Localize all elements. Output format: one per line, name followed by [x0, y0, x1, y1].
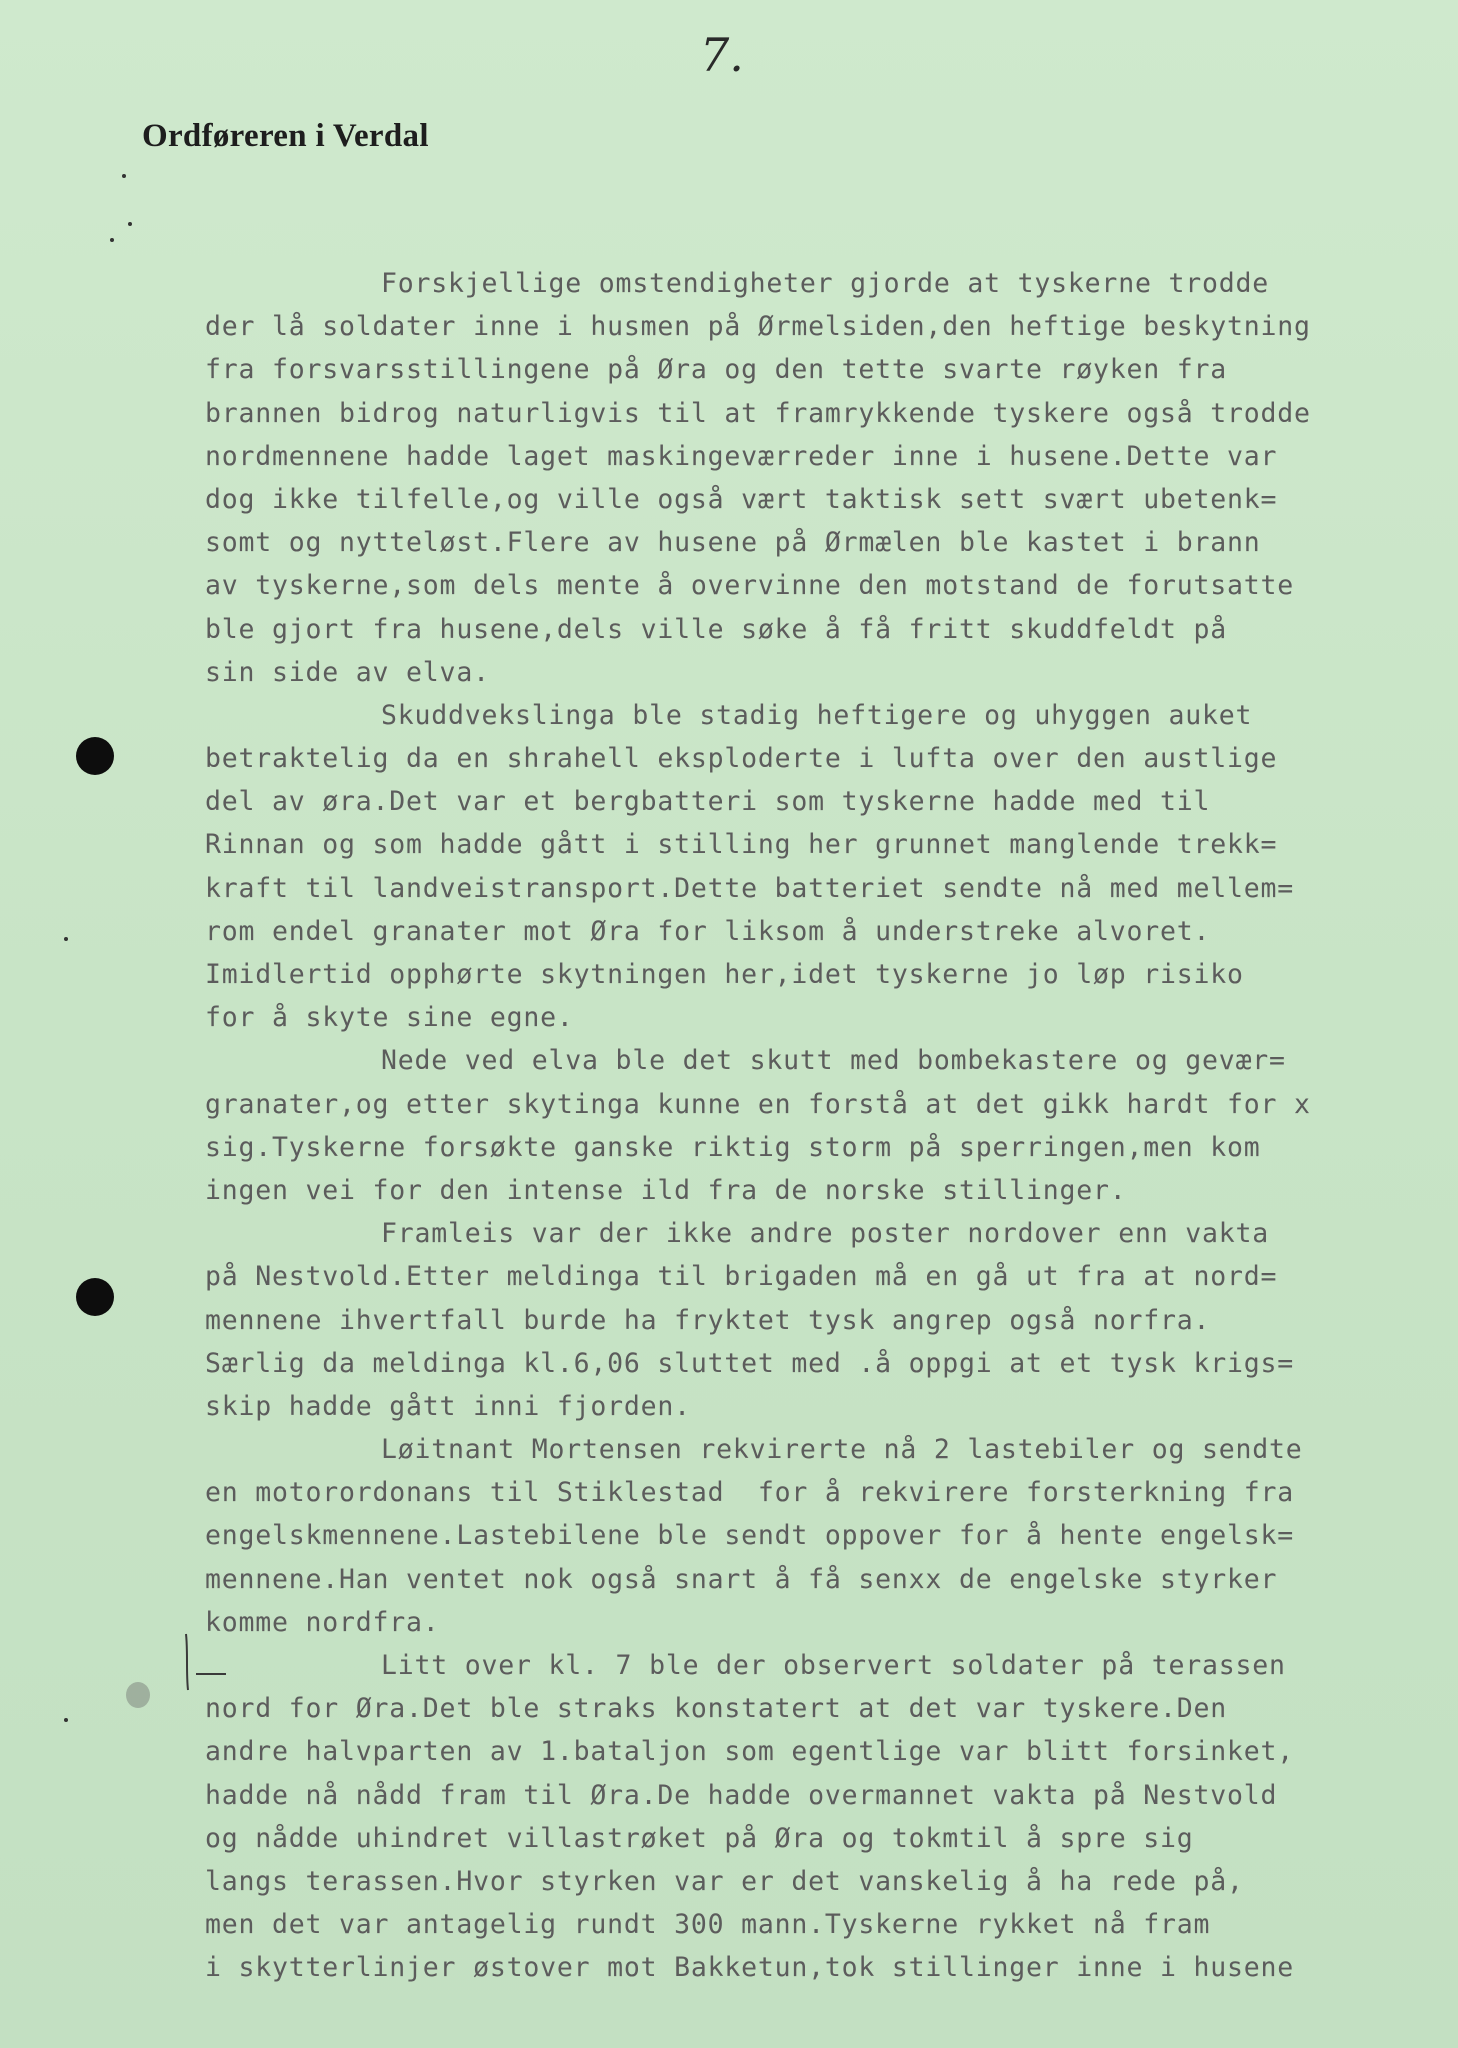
text-line: langs terassen.Hvor styrken var er det vanskelig å ha rede på,	[205, 1865, 1244, 1897]
text-line: Litt over kl. 7 ble der observert soldater på terassen	[381, 1650, 1286, 1681]
text-line: sig.Tyskerne forsøkte ganske riktig storm på sperringen,men kom	[205, 1131, 1261, 1163]
text-line: hadde nå nådd fram til Øra.De hadde overmannet vakta på Nestvold	[205, 1779, 1278, 1811]
text-line: somt og nytteløst.Flere av husene på Ørmælen ble kastet i brann	[205, 527, 1261, 559]
text-line: nordmennene hadde laget maskingeværreder inne i husene.Dette var	[205, 440, 1278, 472]
text-line: der lå soldater inne i husmen på Ørmelsiden,den heftige beskytning	[205, 311, 1311, 343]
text-line: i skytterlinjer østover mot Bakketun,tok stillinger inne i husene	[205, 1952, 1295, 1984]
text-line: kraft til landveistransport.Dette batteriet sendte nå med mellem=	[205, 872, 1295, 904]
margin-speck	[122, 174, 126, 178]
text-line: del av øra.Det var et bergbatteri som tyskerne hadde med til	[205, 786, 1211, 818]
page-number: 7.	[700, 28, 744, 82]
text-line: komme nordfra.	[205, 1606, 440, 1638]
document-heading: Ordføreren i Verdal	[142, 118, 429, 154]
text-line: brannen bidrog naturligvis til at framrykkende tyskere også trodde	[205, 397, 1311, 429]
text-line: Forskjellige omstendigheter gjorde at tyskerne trodde	[381, 268, 1269, 299]
margin-speck	[128, 222, 132, 226]
text-line: Skuddvekslinga ble stadig heftigere og uhyggen auket	[381, 699, 1253, 731]
text-line: ingen vei for den intense ild fra de norske stillinger.	[205, 1174, 1127, 1206]
text-line: Særlig da meldinga kl.6,06 sluttet med .å oppgi at et tysk krigs=	[205, 1347, 1295, 1379]
text-line: ble gjort fra husene,dels ville søke å få fritt skuddfeldt på	[205, 613, 1228, 645]
text-line: andre halvparten av 1.bataljon som egentlige var blitt forsinket,	[205, 1736, 1295, 1768]
margin-speck	[110, 238, 114, 242]
punch-hole-lower	[76, 1278, 114, 1316]
text-line: sin side av elva.	[205, 656, 490, 688]
text-line: Løitnant Mortensen rekvirerte nå 2 lastebiler og sendte	[381, 1434, 1303, 1466]
text-line: Framleis var der ikke andre poster nordover enn vakta	[381, 1218, 1269, 1250]
text-line: for å skyte sine egne.	[205, 1002, 574, 1034]
text-line: men det var antagelig rundt 300 mann.Tyskerne rykket nå fram	[205, 1909, 1211, 1941]
text-line: skip hadde gått inni fjorden.	[205, 1390, 691, 1422]
handwritten-margin-mark	[180, 1632, 228, 1692]
text-line: granater,og etter skytinga kunne en forstå at det gikk hardt for x	[205, 1088, 1311, 1120]
text-line: dog ikke tilfelle,og ville også vært taktisk sett svært ubetenk=	[205, 483, 1278, 515]
margin-speck	[64, 937, 68, 941]
text-line: mennene.Han ventet nok også snart å få senxx de engelske styrker	[205, 1563, 1278, 1595]
text-line: Rinnan og som hadde gått i stilling her grunnet manglende trekk=	[205, 829, 1278, 861]
text-line: på Nestvold.Etter meldinga til brigaden må en gå ut fra at nord=	[205, 1261, 1278, 1293]
text-line: fra forsvarsstillingene på Øra og den tette svarte røyken fra	[205, 354, 1228, 386]
text-line: nord for Øra.Det ble straks konstatert at det var tyskere.Den	[205, 1693, 1228, 1725]
body-text	[205, 262, 1395, 1990]
margin-smudge	[126, 1682, 150, 1708]
margin-speck	[64, 1718, 68, 1722]
text-line: en motorordonans til Stiklestad for å rekvirere forsterkning fra	[205, 1477, 1295, 1509]
text-line: Imidlertid opphørte skytningen her,idet tyskerne jo løp risiko	[205, 959, 1244, 990]
text-line: av tyskerne,som dels mente å overvinne den motstand de forutsatte	[205, 570, 1295, 602]
text-line: og nådde uhindret villastrøket på Øra og tokmtil å spre sig	[205, 1822, 1194, 1854]
text-line: Nede ved elva ble det skutt med bombekastere og gevær=	[381, 1045, 1286, 1077]
text-line: rom endel granater mot Øra for liksom å understreke alvoret.	[205, 915, 1211, 947]
text-line: betraktelig da en shrahell eksploderte i lufta over den austlige	[205, 743, 1278, 775]
text-line: mennene ihvertfall burde ha fryktet tysk angrep også norfra.	[205, 1304, 1211, 1336]
punch-hole-upper	[76, 737, 114, 775]
text-line: engelskmennene.Lastebilene ble sendt oppover for å hente engelsk=	[205, 1520, 1295, 1552]
